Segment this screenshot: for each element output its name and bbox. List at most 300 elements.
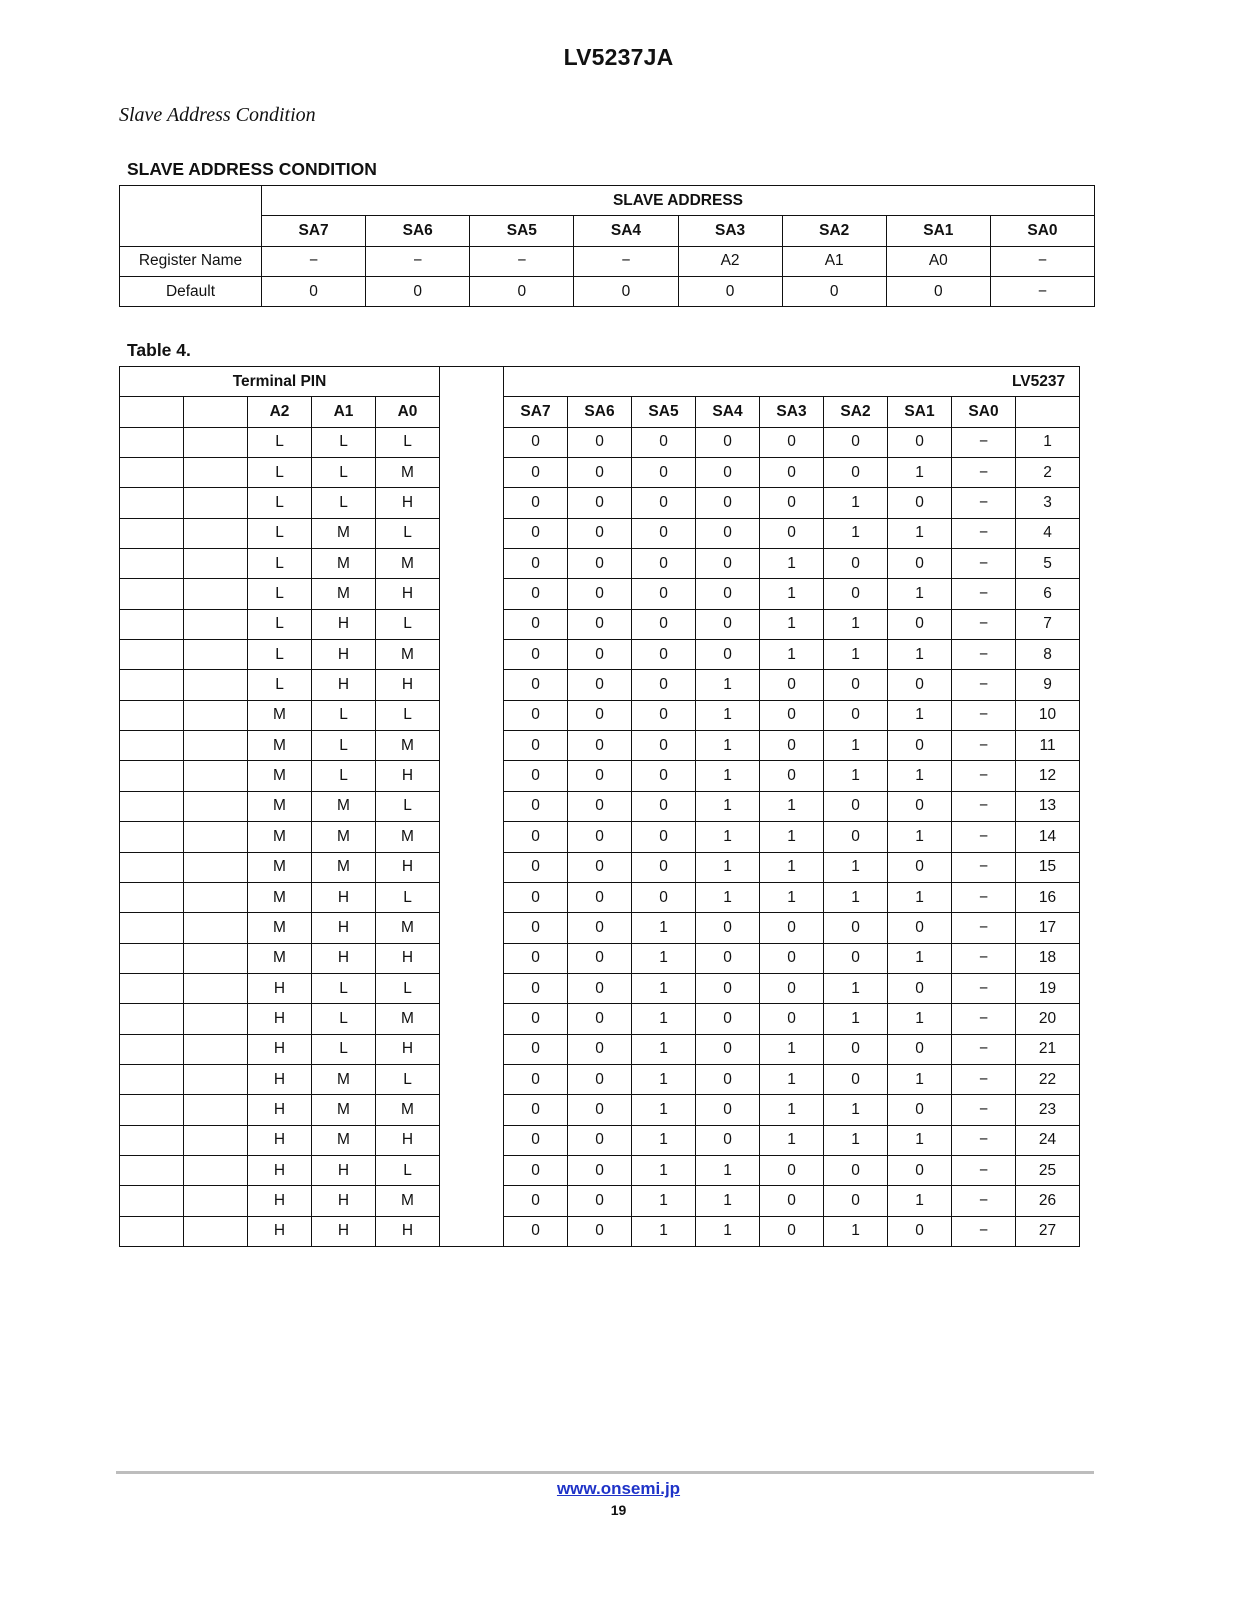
address-bit-cell: 1	[696, 670, 760, 700]
address-bit-cell: 1	[696, 1186, 760, 1216]
address-number-cell: 3	[1016, 488, 1080, 518]
address-bit-cell: 0	[504, 913, 568, 943]
address-bit-cell: 0	[824, 700, 888, 730]
spacer-column	[440, 761, 504, 791]
address-bit-cell: 1	[760, 822, 824, 852]
address-bit-cell: 0	[568, 913, 632, 943]
address-bit-cell: 0	[568, 1216, 632, 1246]
address-bit-cell: −	[952, 913, 1016, 943]
address-bit-cell: 0	[888, 973, 952, 1003]
spacer-column	[440, 1186, 504, 1216]
address-bit-cell: 1	[888, 1064, 952, 1094]
table-row	[120, 700, 1228, 730]
address-bit-cell: 0	[632, 731, 696, 761]
address-bit-cell: 0	[760, 700, 824, 730]
blank-cell	[184, 397, 248, 427]
slave-table-caption: SLAVE ADDRESS CONDITION	[127, 159, 377, 179]
column-header: SA1	[886, 216, 990, 246]
table-row	[120, 1125, 1228, 1155]
address-bit-cell: 0	[568, 1155, 632, 1185]
pin-level-cell: M	[248, 700, 312, 730]
address-bit-cell: 0	[888, 1216, 952, 1246]
pin-level-cell: M	[312, 852, 376, 882]
spacer-column	[440, 397, 504, 427]
address-bit-cell: 0	[760, 913, 824, 943]
table-row	[120, 458, 1228, 488]
address-bit-cell: 0	[696, 640, 760, 670]
pin-level-cell: M	[312, 822, 376, 852]
column-header: SA0	[990, 216, 1094, 246]
address-bit-cell: 0	[888, 427, 952, 457]
address-bit-cell: 0	[568, 882, 632, 912]
address-bit-cell: 1	[888, 1125, 952, 1155]
table-row	[120, 822, 1228, 852]
table-row	[120, 427, 1228, 457]
column-header: SA2	[782, 216, 886, 246]
address-bit-cell: 0	[568, 1125, 632, 1155]
address-bit-cell: 0	[696, 549, 760, 579]
address-bit-cell: 0	[824, 822, 888, 852]
address-bit-cell: −	[952, 973, 1016, 1003]
address-number-cell: 17	[1016, 913, 1080, 943]
table-row	[120, 1034, 1228, 1064]
column-header: A1	[312, 397, 376, 427]
pin-level-cell: H	[312, 1186, 376, 1216]
address-bit-cell: 1	[632, 973, 696, 1003]
blank-cell	[120, 1034, 184, 1064]
address-bit-cell: 0	[760, 427, 824, 457]
pin-level-cell: M	[312, 549, 376, 579]
pin-level-cell: M	[312, 1064, 376, 1094]
address-bit-cell: 0	[504, 427, 568, 457]
address-bit-cell: 0	[760, 458, 824, 488]
address-bit-cell: 0	[504, 609, 568, 639]
spacer-column	[440, 731, 504, 761]
address-bit-cell: 0	[696, 973, 760, 1003]
address-bit-cell: 0	[568, 1064, 632, 1094]
pin-level-cell: L	[248, 549, 312, 579]
pin-level-cell: L	[376, 882, 440, 912]
address-bit-cell: 1	[760, 882, 824, 912]
blank-cell	[120, 700, 184, 730]
address-number-cell: 15	[1016, 852, 1080, 882]
spacer-column	[440, 1034, 504, 1064]
terminal-pin-group-header: Terminal PIN	[120, 367, 440, 397]
blank-cell	[184, 1125, 248, 1155]
spacer-column	[440, 1064, 504, 1094]
table-row	[120, 518, 1228, 548]
blank-cell	[120, 1155, 184, 1185]
address-bit-cell: −	[952, 670, 1016, 700]
table-row	[120, 1155, 1228, 1185]
address-bit-cell: −	[952, 882, 1016, 912]
pin-level-cell: M	[248, 822, 312, 852]
address-bit-cell: −	[952, 761, 1016, 791]
address-bit-cell: 1	[824, 609, 888, 639]
blank-cell	[120, 882, 184, 912]
pin-level-cell: M	[312, 1125, 376, 1155]
blank-cell	[184, 700, 248, 730]
pin-level-cell: L	[376, 427, 440, 457]
blank-cell	[120, 852, 184, 882]
address-bit-cell: 0	[696, 609, 760, 639]
address-bit-cell: 1	[888, 822, 952, 852]
pin-level-cell: H	[248, 1186, 312, 1216]
pin-level-cell: M	[376, 913, 440, 943]
spacer-column	[440, 1095, 504, 1125]
blank-cell	[120, 397, 184, 427]
address-bit-cell: 1	[824, 882, 888, 912]
table-row	[120, 882, 1228, 912]
address-bit-cell: 0	[696, 579, 760, 609]
address-bit-cell: 1	[632, 943, 696, 973]
column-header: SA1	[888, 397, 952, 427]
address-number-cell: 16	[1016, 882, 1080, 912]
pin-level-cell: L	[248, 609, 312, 639]
address-bit-cell: 0	[824, 549, 888, 579]
spacer-column	[440, 913, 504, 943]
spacer-column	[440, 1216, 504, 1246]
address-bit-cell: 0	[760, 761, 824, 791]
address-bit-cell: 0	[504, 1095, 568, 1125]
address-bit-cell: −	[952, 1034, 1016, 1064]
address-bit-cell: −	[952, 518, 1016, 548]
pin-level-cell: H	[248, 1064, 312, 1094]
address-bit-cell: 0	[632, 549, 696, 579]
blank-cell	[184, 1095, 248, 1125]
table-row	[120, 913, 1228, 943]
table-cell: −	[262, 246, 366, 276]
address-bit-cell: 0	[696, 1034, 760, 1064]
address-bit-cell: −	[952, 1095, 1016, 1125]
spacer-column	[440, 1004, 504, 1034]
address-bit-cell: 0	[888, 670, 952, 700]
blank-cell	[184, 761, 248, 791]
pin-level-cell: H	[312, 1216, 376, 1246]
page-number: 19	[610, 1502, 627, 1518]
spacer-column	[440, 1155, 504, 1185]
address-bit-cell: 0	[696, 1064, 760, 1094]
table-row	[120, 246, 1095, 276]
pin-level-cell: L	[312, 1034, 376, 1064]
address-bit-cell: −	[952, 852, 1016, 882]
pin-level-cell: L	[376, 609, 440, 639]
address-bit-cell: 0	[824, 943, 888, 973]
table-cell: 0	[678, 276, 782, 306]
blank-cell	[120, 640, 184, 670]
address-bit-cell: 0	[504, 1034, 568, 1064]
address-bit-cell: −	[952, 1064, 1016, 1094]
address-bit-cell: −	[952, 1155, 1016, 1185]
table-cell: 0	[886, 276, 990, 306]
address-bit-cell: 1	[632, 1095, 696, 1125]
blank-cell	[184, 943, 248, 973]
pin-level-cell: L	[248, 640, 312, 670]
pin-level-cell: H	[248, 1155, 312, 1185]
blank-cell	[120, 518, 184, 548]
address-bit-cell: −	[952, 458, 1016, 488]
address-bit-cell: 0	[760, 670, 824, 700]
column-header: SA7	[504, 397, 568, 427]
address-bit-cell: 0	[824, 579, 888, 609]
address-bit-cell: 0	[760, 1186, 824, 1216]
address-bit-cell: 0	[568, 761, 632, 791]
table-cell: 0	[262, 276, 366, 306]
table-row	[120, 1216, 1228, 1246]
address-bit-cell: 1	[696, 852, 760, 882]
address-bit-cell: 1	[696, 882, 760, 912]
address-number-cell: 24	[1016, 1125, 1080, 1155]
row-label: Register Name	[120, 246, 262, 276]
pin-level-cell: M	[312, 791, 376, 821]
address-bit-cell: 1	[632, 1186, 696, 1216]
address-number-cell: 20	[1016, 1004, 1080, 1034]
address-bit-cell: 1	[888, 882, 952, 912]
blank-cell	[1016, 397, 1080, 427]
pin-level-cell: M	[248, 791, 312, 821]
pin-level-cell: H	[376, 852, 440, 882]
address-number-cell: 26	[1016, 1186, 1080, 1216]
pin-level-cell: L	[376, 700, 440, 730]
address-number-cell: 18	[1016, 943, 1080, 973]
pin-level-cell: M	[248, 913, 312, 943]
address-bit-cell: 0	[888, 609, 952, 639]
address-bit-cell: 1	[760, 640, 824, 670]
slave-address-group-header: SLAVE ADDRESS	[262, 186, 1095, 216]
address-number-cell: 9	[1016, 670, 1080, 700]
spacer-column	[440, 700, 504, 730]
blank-cell	[184, 1186, 248, 1216]
address-bit-cell: 0	[504, 518, 568, 548]
address-bit-cell: −	[952, 488, 1016, 518]
address-bit-cell: 1	[632, 1125, 696, 1155]
address-bit-cell: 1	[824, 1125, 888, 1155]
address-bit-cell: −	[952, 791, 1016, 821]
pin-level-cell: M	[376, 1004, 440, 1034]
blank-cell	[184, 882, 248, 912]
address-bit-cell: 0	[632, 609, 696, 639]
pin-level-cell: L	[312, 1004, 376, 1034]
slave-address-table	[119, 185, 1095, 307]
blank-cell	[184, 579, 248, 609]
footer-website-link[interactable]: www.onsemi.jp	[556, 1479, 681, 1498]
address-bit-cell: 0	[504, 791, 568, 821]
table-row	[120, 549, 1228, 579]
address-bit-cell: 0	[568, 973, 632, 1003]
address-bit-cell: 0	[696, 488, 760, 518]
pin-table-caption: Table 4.	[127, 340, 191, 360]
column-header: SA6	[568, 397, 632, 427]
column-header: SA0	[952, 397, 1016, 427]
blank-cell	[120, 670, 184, 700]
address-bit-cell: 0	[568, 670, 632, 700]
address-bit-cell: 0	[568, 943, 632, 973]
pin-level-cell: L	[312, 458, 376, 488]
address-number-cell: 1	[1016, 427, 1080, 457]
address-bit-cell: −	[952, 1125, 1016, 1155]
spacer-column	[440, 367, 504, 397]
pin-level-cell: H	[312, 943, 376, 973]
address-bit-cell: 1	[824, 973, 888, 1003]
address-number-cell: 14	[1016, 822, 1080, 852]
pin-level-cell: H	[376, 670, 440, 700]
table-row	[120, 1095, 1228, 1125]
column-header: SA6	[366, 216, 470, 246]
pin-level-cell: M	[376, 822, 440, 852]
slave-table-column-header-row	[120, 216, 1095, 246]
column-header: SA4	[574, 216, 678, 246]
address-bit-cell: 0	[696, 1125, 760, 1155]
pin-level-cell: M	[248, 943, 312, 973]
pin-level-cell: M	[376, 731, 440, 761]
spacer-column	[440, 852, 504, 882]
pin-level-cell: L	[312, 731, 376, 761]
blank-cell	[184, 822, 248, 852]
column-header: SA2	[824, 397, 888, 427]
table-row	[120, 1064, 1228, 1094]
address-bit-cell: 0	[888, 488, 952, 518]
pin-level-cell: H	[248, 1004, 312, 1034]
address-bit-cell: 0	[632, 852, 696, 882]
address-bit-cell: −	[952, 731, 1016, 761]
table-row	[120, 640, 1228, 670]
column-header: SA7	[262, 216, 366, 246]
address-bit-cell: 0	[568, 549, 632, 579]
pin-level-cell: M	[376, 1095, 440, 1125]
address-bit-cell: 0	[760, 488, 824, 518]
blank-cell	[120, 973, 184, 1003]
address-bit-cell: 0	[568, 518, 632, 548]
column-header: SA3	[678, 216, 782, 246]
address-bit-cell: 1	[824, 1216, 888, 1246]
blank-cell	[120, 791, 184, 821]
address-bit-cell: 1	[760, 791, 824, 821]
blank-cell	[184, 1155, 248, 1185]
blank-cell	[184, 549, 248, 579]
pin-level-cell: H	[312, 609, 376, 639]
address-bit-cell: 1	[824, 1095, 888, 1125]
blank-cell	[184, 913, 248, 943]
address-bit-cell: 0	[760, 973, 824, 1003]
pin-level-cell: H	[248, 973, 312, 1003]
pin-level-cell: H	[312, 913, 376, 943]
address-bit-cell: 0	[760, 518, 824, 548]
address-bit-cell: 1	[760, 1034, 824, 1064]
slave-table-group-header-row	[120, 186, 1095, 216]
address-bit-cell: 0	[568, 700, 632, 730]
address-bit-cell: 1	[760, 852, 824, 882]
address-number-cell: 10	[1016, 700, 1080, 730]
address-bit-cell: 1	[696, 1216, 760, 1246]
address-bit-cell: 0	[504, 700, 568, 730]
address-bit-cell: 0	[568, 488, 632, 518]
pin-level-cell: L	[376, 1064, 440, 1094]
address-bit-cell: 1	[696, 761, 760, 791]
spacer-column	[440, 640, 504, 670]
table-cell: 0	[782, 276, 886, 306]
pin-level-cell: H	[376, 1125, 440, 1155]
pin-table-column-header-row	[120, 397, 1228, 427]
address-bit-cell: 0	[696, 518, 760, 548]
pin-level-cell: H	[312, 1155, 376, 1185]
address-bit-cell: 0	[888, 1034, 952, 1064]
pin-level-cell: M	[312, 1095, 376, 1125]
pin-level-cell: M	[312, 579, 376, 609]
spacer-column	[440, 427, 504, 457]
pin-level-cell: L	[376, 518, 440, 548]
address-bit-cell: 0	[568, 427, 632, 457]
table-row	[120, 761, 1228, 791]
address-bit-cell: 0	[568, 791, 632, 821]
blank-cell	[120, 1004, 184, 1034]
address-bit-cell: −	[952, 700, 1016, 730]
address-bit-cell: 0	[504, 549, 568, 579]
address-bit-cell: 0	[568, 1095, 632, 1125]
address-bit-cell: 0	[504, 670, 568, 700]
address-bit-cell: 0	[696, 1004, 760, 1034]
address-bit-cell: 0	[568, 1004, 632, 1034]
blank-cell	[120, 488, 184, 518]
address-bit-cell: −	[952, 427, 1016, 457]
address-bit-cell: 0	[632, 427, 696, 457]
address-bit-cell: 0	[568, 852, 632, 882]
blank-cell	[120, 1064, 184, 1094]
address-bit-cell: 0	[824, 458, 888, 488]
pin-level-cell: M	[248, 761, 312, 791]
pin-level-cell: H	[312, 640, 376, 670]
pin-level-cell: L	[376, 1155, 440, 1185]
address-bit-cell: 1	[632, 1216, 696, 1246]
pin-level-cell: L	[312, 761, 376, 791]
address-bit-cell: 0	[504, 731, 568, 761]
column-header: A2	[248, 397, 312, 427]
table-row	[120, 791, 1228, 821]
address-bit-cell: 0	[504, 1125, 568, 1155]
address-bit-cell: 0	[824, 1186, 888, 1216]
pin-level-cell: L	[248, 518, 312, 548]
address-bit-cell: 0	[504, 579, 568, 609]
pin-level-cell: H	[376, 943, 440, 973]
spacer-column	[440, 973, 504, 1003]
blank-cell	[184, 488, 248, 518]
address-bit-cell: 0	[504, 1004, 568, 1034]
address-bit-cell: 0	[824, 913, 888, 943]
address-bit-cell: −	[952, 1004, 1016, 1034]
spacer-column	[440, 549, 504, 579]
blank-cell	[120, 609, 184, 639]
table-row	[120, 488, 1228, 518]
pin-level-cell: L	[312, 700, 376, 730]
address-bit-cell: 0	[888, 731, 952, 761]
address-bit-cell: 1	[888, 943, 952, 973]
device-group-header: LV5237	[504, 367, 1080, 397]
address-bit-cell: 0	[632, 882, 696, 912]
address-bit-cell: 0	[568, 458, 632, 488]
pin-level-cell: L	[248, 670, 312, 700]
pin-level-cell: H	[248, 1095, 312, 1125]
address-bit-cell: 0	[760, 731, 824, 761]
address-bit-cell: 1	[696, 731, 760, 761]
address-bit-cell: 0	[824, 427, 888, 457]
spacer-column	[440, 609, 504, 639]
blank-cell	[120, 822, 184, 852]
table-cell: 0	[366, 276, 470, 306]
table-row	[120, 1186, 1228, 1216]
pin-level-cell: L	[248, 488, 312, 518]
address-bit-cell: 1	[888, 1186, 952, 1216]
address-bit-cell: 0	[760, 1155, 824, 1185]
pin-level-cell: M	[312, 518, 376, 548]
